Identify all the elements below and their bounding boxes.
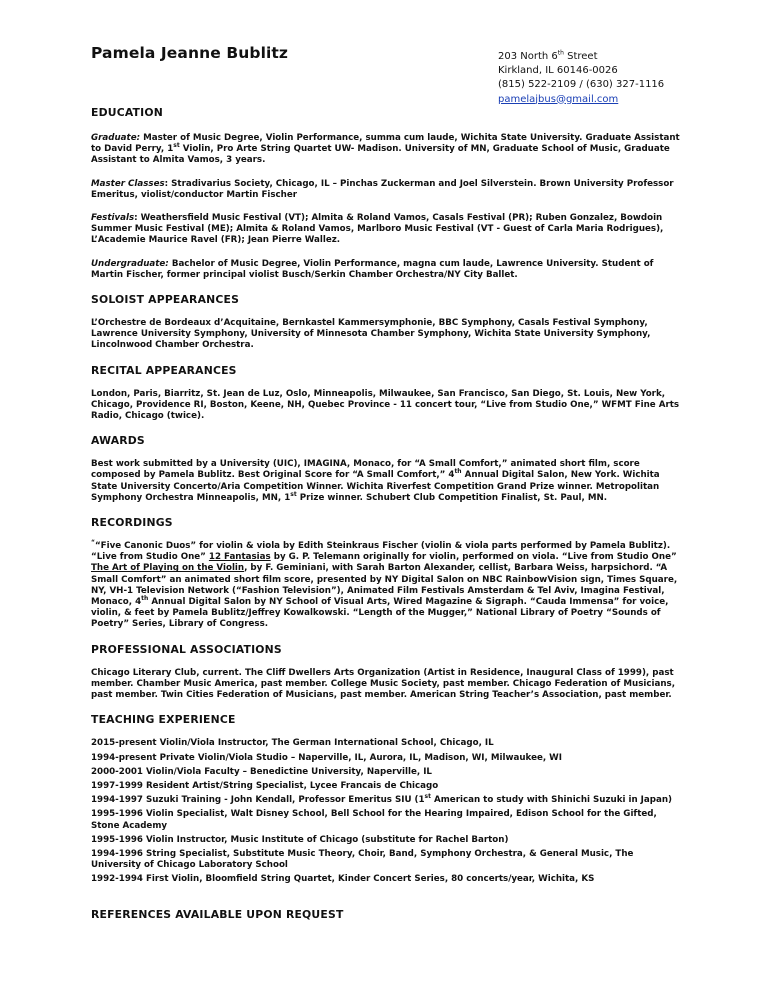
section-heading-recordings: RECORDINGS (91, 516, 173, 530)
teaching-item: 1995-1996 Violin Specialist, Walt Disney School, Bell School for the Hearing Impaired, Edison School for the Gifted, Stone Academy (91, 809, 657, 831)
associations-text: Chicago Literary Club, current. The Cliff Dwellers Arts Organization (Artist in Residence, Inaugural Class of 1999), past member. Chamber Music America, past member. College Music Society, past member. Chicago Federation of Musicians, past member. Twin Cities Federation of Musicians, past member. American String Teacher’s Association, past member. (91, 667, 675, 701)
soloist-text: L’Orchestre de Bordeaux d’Acquitaine, Bernkastel Kammersymphonie, BBC Symphony, Casals Festival Symphony, Lawrence University Symphony, University of Minnesota Chamber Symphony, Wichita State University Symphony, Lincolnwood Chamber Orchestra. (91, 318, 651, 351)
teaching-item: 1994-present Private Violin/Viola Studio – Naperville, IL, Aurora, IL, Madison, WI, Milwaukee, WI (91, 752, 562, 763)
education-festivals: Festivals: Weathersfield Music Festival (VT); Almita & Roland Vamos, Casals Festival (PR); Ruben Gonzalez, Bowdoin Summer Music Festival (ME); Almita & Roland Vamos, Marlboro Music Festival (VT - Guest of Carla Maria Rodrigues), L’Academie Maurice Ravel (FR); Jean Pierre Wallez. (91, 213, 664, 246)
teaching-item: 1992-1994 First Violin, Bloomfield String Quartet, Kinder Concert Series, 80 concerts/year, Wichita, KS (91, 874, 595, 885)
section-heading-teaching: TEACHING EXPERIENCE (91, 713, 236, 727)
email-link[interactable]: pamelajbus@gmail.com (498, 93, 619, 105)
section-heading-associations: PROFESSIONAL ASSOCIATIONS (91, 642, 282, 656)
section-heading-recital: RECITAL APPEARANCES (91, 363, 237, 377)
teaching-list (91, 738, 681, 885)
teaching-item: 1997-1999 Resident Artist/String Specialist, Lycee Francais de Chicago (91, 780, 439, 791)
education-master-classes: Master Classes: Stradivarius Society, Chicago, IL – Pinchas Zuckerman and Joel Silverstein. Brown University Professor Emeritus, violist/conductor Martin Fischer (91, 178, 674, 200)
applicant-name: Pamela Jeanne Bublitz (91, 44, 289, 62)
recording-title-fantasias: 12 Fantasias (208, 552, 271, 563)
contact-block (498, 50, 664, 107)
teaching-item: 2000-2001 Violin/Viola Faculty – Benedictine University, Naperville, IL (91, 766, 432, 777)
resume-body (91, 106, 681, 921)
phone-numbers: (815) 522-2109 / (630) 327-1116 (498, 79, 665, 91)
references-note: REFERENCES AVAILABLE UPON REQUEST (91, 907, 344, 921)
recording-title-art-of-playing: The Art of Playing on the Violin (91, 563, 245, 574)
education-undergraduate: Undergraduate: Bachelor of Music Degree, Violin Performance, magna cum laude, Lawrence University. Student of Martin Fischer, former principal violist Busch/Serkin Chamber Orchestra/NY City Ballet. (91, 258, 654, 280)
teaching-item: 1995-1996 Violin Instructor, Music Institute of Chicago (substitute for Rachel Barton) (91, 834, 509, 845)
teaching-item: 2015-present Violin/Viola Instructor, The German International School, Chicago, IL (91, 738, 494, 749)
section-heading-awards: AWARDS (91, 434, 145, 448)
teaching-item: 1994-1997 Suzuki Training - John Kendall, Professor Emeritus SIU (1st American to study with Shinichi Suzuki in Japan) (91, 793, 673, 806)
recital-text: London, Paris, Biarritz, St. Jean de Luz, Oslo, Minneapolis, Milwaukee, San Francisco, San Diego, St. Louis, New York, Chicago, Providence RI, Boston, Keene, NH, Quebec Province - 11 concert tour, “Live from Studio One,” WFMT Fine Arts Radio, Chicago (twice). (91, 388, 680, 422)
section-heading-education: EDUCATION (91, 106, 163, 119)
section-heading-soloist: SOLOIST APPEARANCES (91, 293, 240, 307)
awards-text: Best work submitted by a University (UIC), IMAGINA, Monaco, for “A Small Comfort,” animated short film, score composed by Pamela Bublitz. Best Original Score for “A Small Comfort,” 4th Annual Digital Salon, New York. Wichita State University Concerto/Aria Competition Winner. Wichita Riverfest Competition Grand Prize winner. Metropolitan Symphony Orchestra Minneapolis, MN, 1st Prize winner. Schubert Club Competition Finalist, St. Paul, MN. (91, 459, 660, 503)
teaching-item: 1994-1996 String Specialist, Substitute Music Theory, Choir, Band, Symphony Orchestra, & General Music, The University of Chicago Laboratory School (91, 848, 634, 871)
address-line-2: Kirkland, IL 60146-0026 (498, 65, 618, 77)
address-line-1: 203 North 6th Street (498, 49, 598, 62)
recordings-text: ““Five Canonic Duos” for violin & viola by Edith Steinkraus Fischer (violin & viola parts performed by Pamela Bublitz). “Live from Studio One” 12 Fantasias by G. P. Telemann originally for violin, performed on viola. “Live from Studio One” The Art of Playing on the Violin, by F. Geminiani, with Sarah Barton Alexander, cellist, Barbara Weiss, harpsichord. “A Small Comfort” an animated short film score, presented by NY Digital Salon on NBC RainbowVision sign, Times Square, NY, VH-1 Television Network (“Fashion Television”), Animated Film Festivals Amsterdam & Tel Aviv, Imagina Festival, Monaco, 4th Annual Digital Salon by NY School of Visual Arts, Wired Magazine & Sigraph. “Cauda Immensa” for voice, violin, & feet by Pamela Bublitz/Jeffrey Kowalkowski. “Length of the Mugger,” National Library of Poetry “Sounds of Poetry” Series, Library of Congress. (91, 539, 678, 630)
education-graduate: Graduate: Master of Music Degree, Violin Performance, summa cum laude, Wichita State University. Graduate Assistant to David Perry, 1st Violin, Pro Arte String Quartet UW- Madison. University of MN, Graduate School of Music, Graduate Assistant to Almita Vamos, 3 years. (91, 133, 680, 166)
